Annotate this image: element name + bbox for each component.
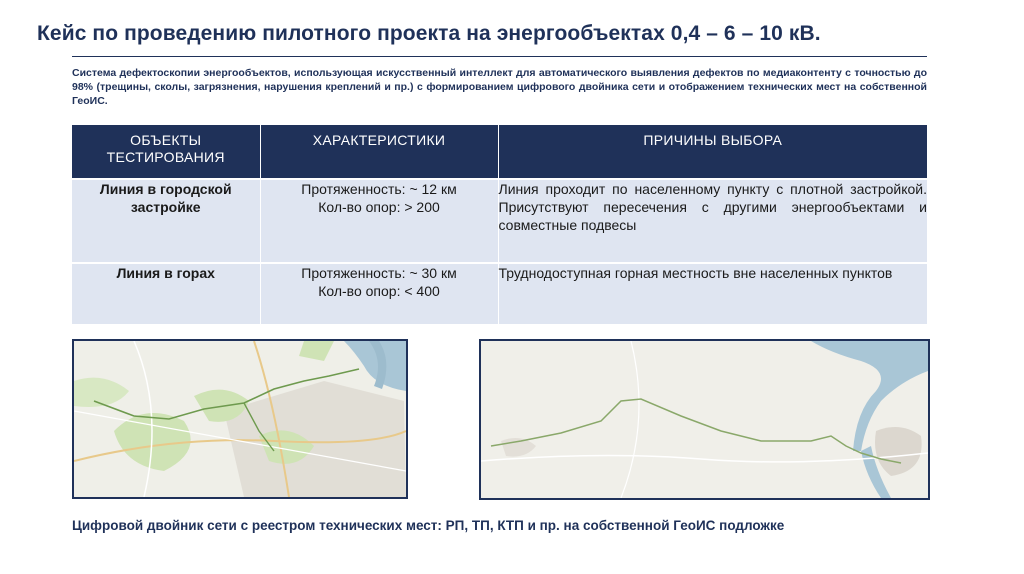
table-row (72, 263, 927, 324)
characteristics-cell (260, 179, 498, 263)
title-divider (72, 56, 927, 57)
table-header-row (72, 125, 927, 179)
object-cell (72, 263, 260, 324)
table-row (72, 179, 927, 263)
length-value: Протяженность: ~ 30 км (301, 265, 457, 281)
header-reasons: ПРИЧИНЫ ВЫБОРА (498, 125, 927, 179)
mountain-line-map[interactable] (479, 339, 930, 500)
object-name: Линия в горах (116, 265, 215, 281)
poles-value: Кол-во опор: > 200 (318, 199, 440, 215)
length-value: Протяженность: ~ 12 км (301, 181, 457, 197)
header-characteristics: ХАРАКТЕРИСТИКИ (260, 125, 498, 179)
reason-cell: Труднодоступная горная местность вне населенных пунктов (498, 263, 927, 324)
header-objects: ОБЪЕКТЫ ТЕСТИРОВАНИЯ (72, 125, 260, 179)
maps-caption: Цифровой двойник сети с реестром технических мест: РП, ТП, КТП и пр. на собственной ГеоИС подложке (72, 518, 785, 533)
mountain-map-graphic (481, 341, 928, 498)
object-name: Линия в городской застройке (99, 181, 232, 215)
reason-cell: Линия проходит по населенному пункту с плотной застройкой. Присутствуют пересечения с другими энергообъектами и совместные подвесы (498, 179, 927, 263)
characteristics-cell (260, 263, 498, 324)
city-map-graphic (74, 341, 406, 497)
intro-paragraph: Система дефектоскопии энергообъектов, использующая искусственный интеллект для автоматического выявления дефектов по медиаконтенту с точностью до 98% (трещины, сколы, загрязнения, нарушения креплений и пр.) с формированием цифрового двойника сети и отображением технических мест на собственной ГеоИС. (72, 67, 927, 107)
poles-value: Кол-во опор: < 400 (318, 283, 440, 299)
object-cell (72, 179, 260, 263)
page-title: Кейс по проведению пилотного проекта на энергообъектах 0,4 – 6 – 10 кВ. (37, 22, 821, 45)
city-line-map[interactable] (72, 339, 408, 499)
pilot-cases-table (72, 125, 927, 324)
